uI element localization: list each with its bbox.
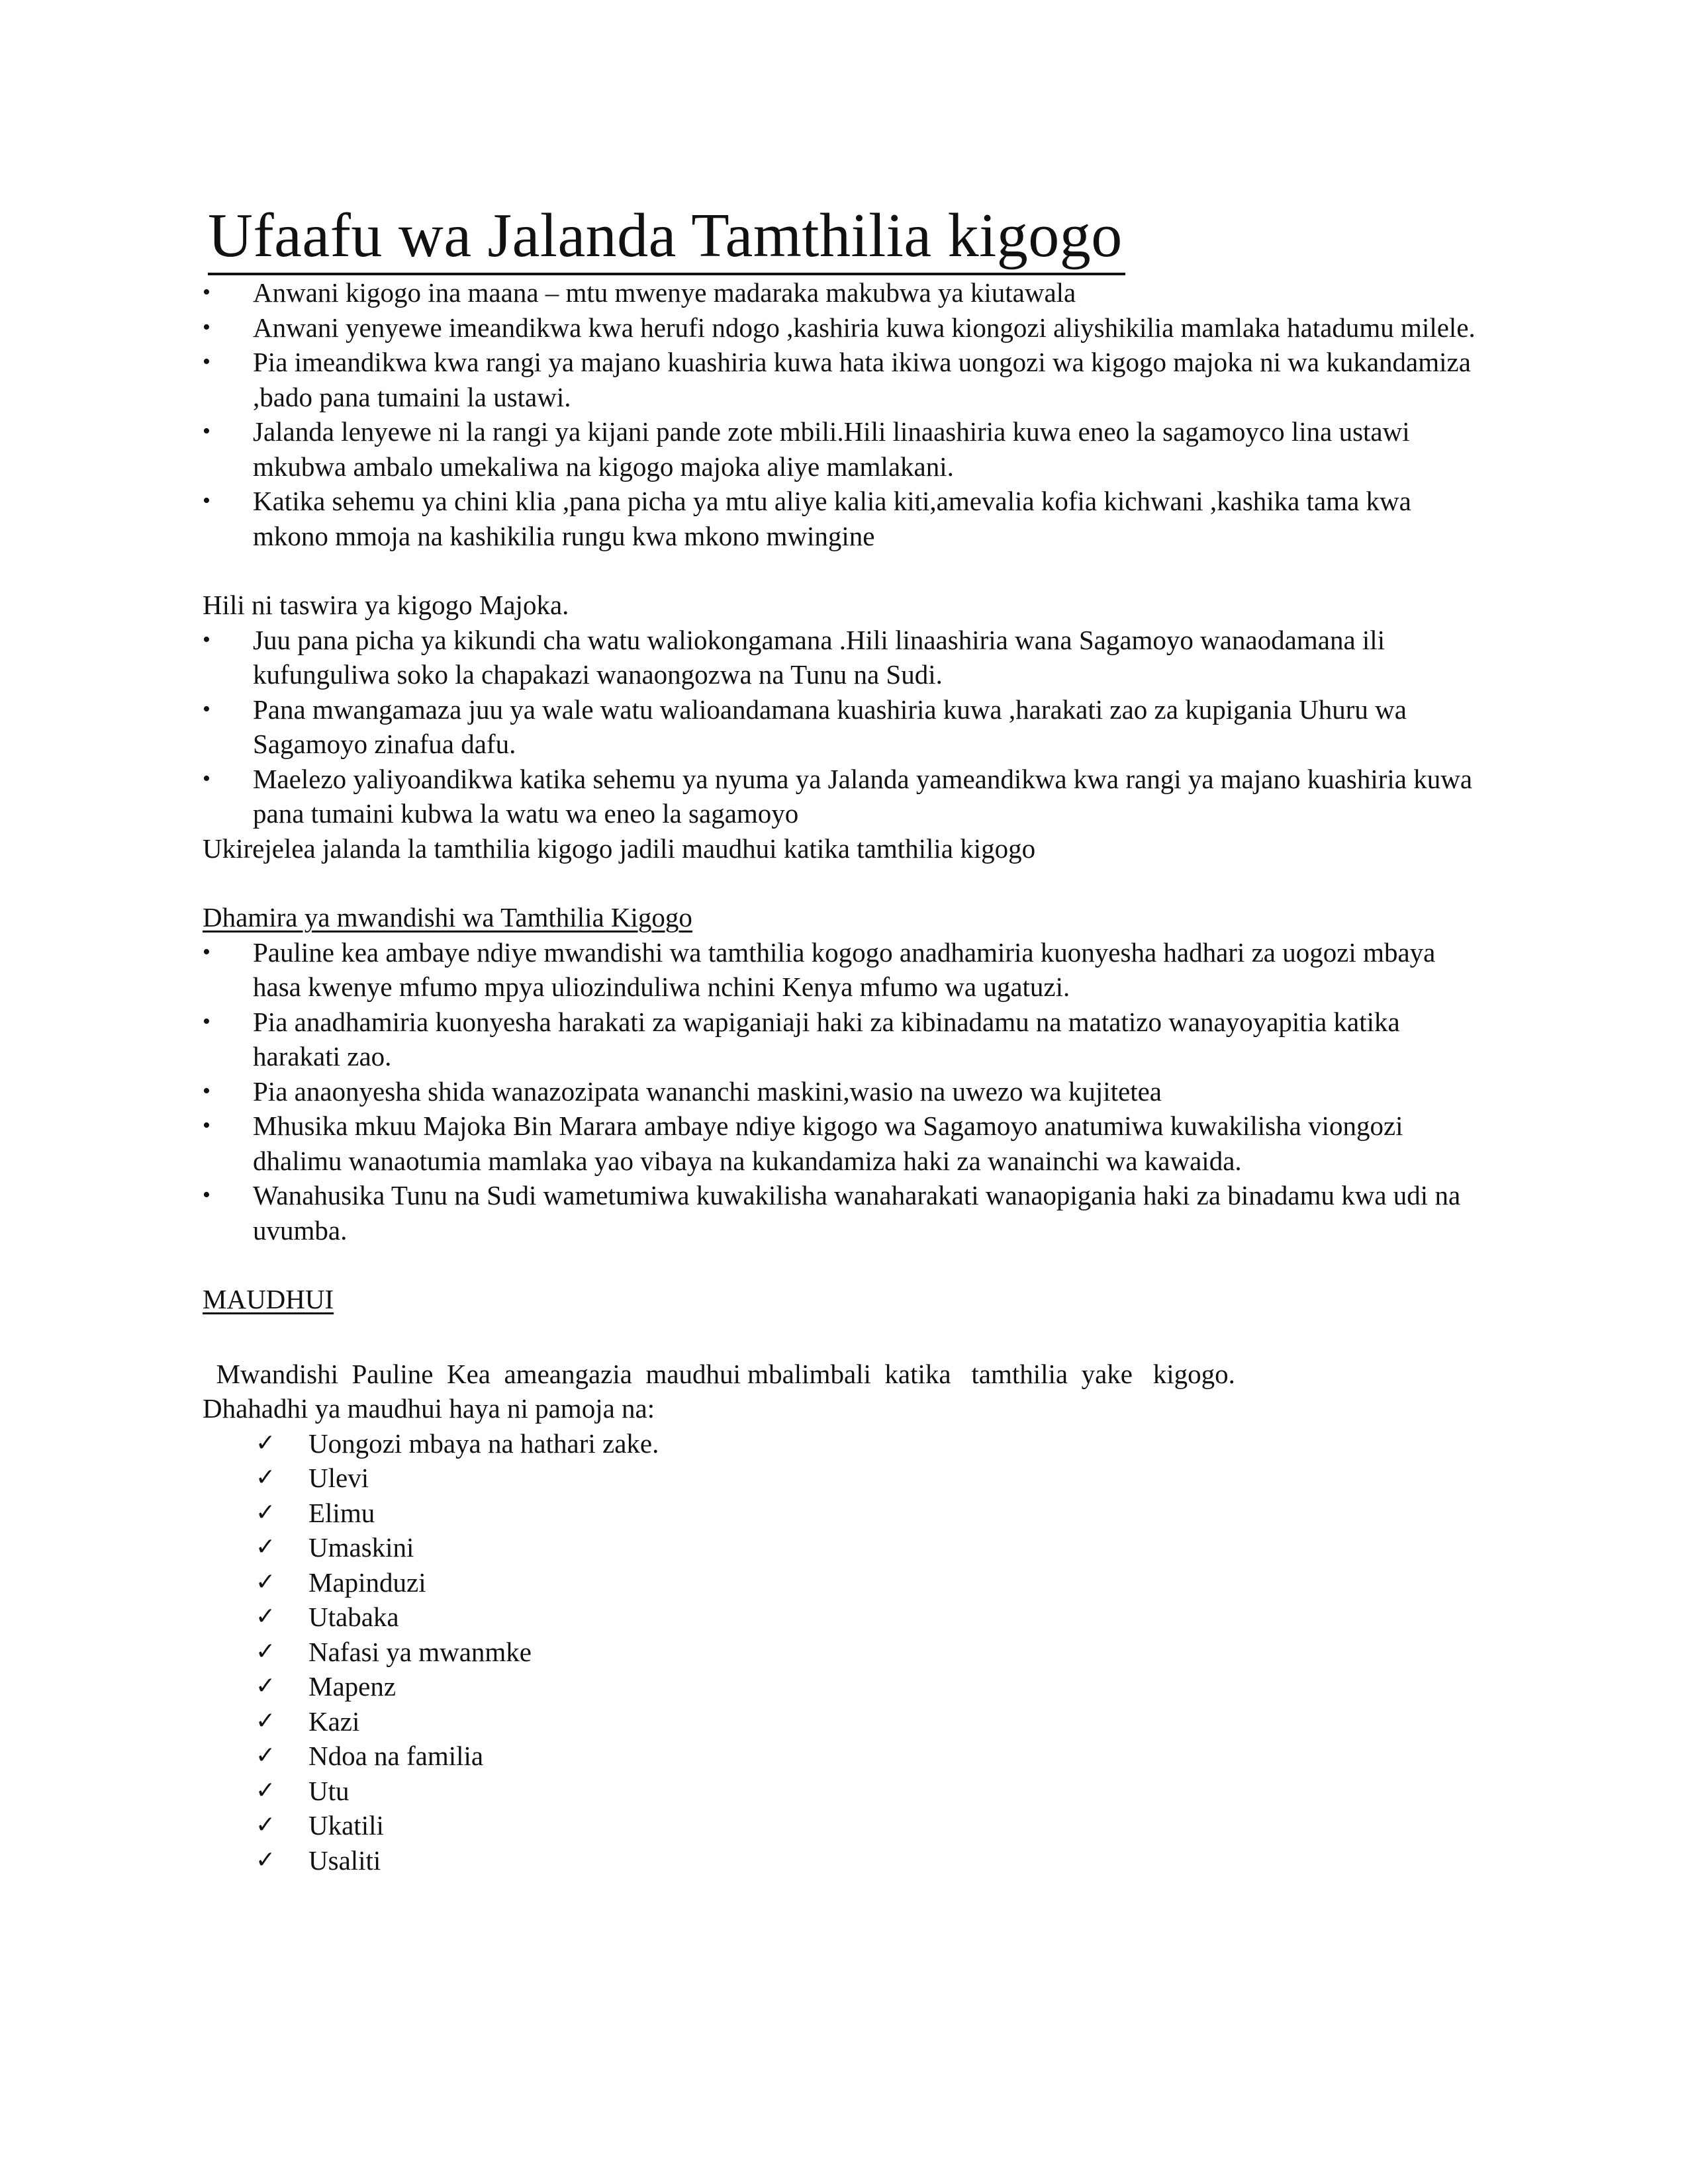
dhamira-list (203, 935, 1487, 1248)
document-page (203, 199, 1487, 1878)
check-item: ✓ Ukatili (256, 1808, 1487, 1843)
list-item: • Anwani yenyewe imeandikwa kwa herufi ndogo ,kashiria kuwa kiongozi aliyshikilia mamlaka hatadumu milele. (203, 310, 1487, 345)
check-item: ✓ Ulevi (256, 1461, 1487, 1496)
maudhui-intro-2: Dhahadhi ya maudhui haya ni pamoja na: (203, 1393, 655, 1424)
check-item: ✓ Uongozi mbaya na hathari zake. (256, 1426, 1487, 1461)
section-heading-dhamira: Dhamira ya mwandishi wa Tamthilia Kigogo (203, 902, 692, 933)
section-heading-maudhui: MAUDHUI (203, 1284, 334, 1314)
check-item: ✓ Kazi (256, 1704, 1487, 1739)
list-item: • Juu pana picha ya kikundi cha watu waliokongamana .Hili linaashiria wana Sagamoyo wanaodamana ili kufunguliwa soko la chapakazi wanaongozwa na Tunu na Sudi. (203, 623, 1487, 692)
list-item: • Jalanda lenyewe ni la rangi ya kijani pande zote mbili.Hili linaashiria kuwa eneo la sagamoyco lina ustawi mkubwa ambalo umekaliwa na kigogo majoka aliye mamlakani. (203, 414, 1487, 484)
list-item: • Wanahusika Tunu na Sudi wametumiwa kuwakilisha wanaharakati wanaopigania haki za binadamu kwa udi na uvumba. (203, 1178, 1487, 1248)
list-item: • Maelezo yaliyoandikwa katika sehemu ya nyuma ya Jalanda yameandikwa kwa rangi ya majano kuashiria kuwa pana tumaini kubwa la watu wa eneo la sagamoyo (203, 762, 1487, 831)
list-item: • Pana mwangamaza juu ya wale watu walioandamana kuashiria kuwa ,harakati zao za kupigania Uhuru wa Sagamoyo zinafua dafu. (203, 692, 1487, 762)
list-item: • Anwani kigogo ina maana – mtu mwenye madaraka makubwa ya kiutawala (203, 275, 1487, 310)
check-item: ✓ Mapinduzi (256, 1565, 1487, 1600)
check-item: ✓ Nafasi ya mwanmke (256, 1635, 1487, 1670)
check-item: ✓ Ndoa na familia (256, 1739, 1487, 1774)
check-item: ✓ Utu (256, 1774, 1487, 1809)
list-item: • Pia anadhamiria kuonyesha harakati za wapiganiaji haki za kibinadamu na matatizo wanayoyapitia katika harakati zao. (203, 1005, 1487, 1074)
maudhui-checklist (203, 1426, 1487, 1878)
check-item: ✓ Utabaka (256, 1600, 1487, 1635)
list-item: • Pia imeandikwa kwa rangi ya majano kuashiria kuwa hata ikiwa uongozi wa kigogo majoka ni wa kukandamiza ,bado pana tumaini la ustawi. (203, 345, 1487, 414)
cover-analysis-list-2 (203, 623, 1487, 831)
check-item: ✓ Usaliti (256, 1843, 1487, 1878)
check-item: ✓ Mapenz (256, 1669, 1487, 1704)
list-item: • Pia anaonyesha shida wanazozipata wananchi maskini,wasio na uwezo wa kujitetea (203, 1074, 1487, 1109)
check-item: ✓ Umaskini (256, 1530, 1487, 1565)
maudhui-intro: Mwandishi Pauline Kea ameangazia maudhui mbalimbali katika tamthilia yake kigogo. (203, 1358, 1235, 1389)
paragraph: Hili ni taswira ya kigogo Majoka. (203, 590, 569, 620)
list-item: • Katika sehemu ya chini klia ,pana picha ya mtu aliye kalia kiti,amevalia kofia kichwani ,kashika tama kwa mkono mmoja na kashikilia rungu kwa mkono mwingine (203, 484, 1487, 553)
list-item: • Pauline kea ambaye ndiye mwandishi wa tamthilia kogogo anadhamiria kuonyesha hadhari za uogozi mbaya hasa kwenye mfumo mpya uliozinduliwa nchini Kenya mfumo wa ugatuzi. (203, 935, 1487, 1005)
question-paragraph: Ukirejelea jalanda la tamthilia kigogo jadili maudhui katika tamthilia kigogo (203, 833, 1036, 864)
page-title: Ufaafu wa Jalanda Tamthilia kigogo (208, 199, 1125, 275)
document-body (203, 275, 1487, 1878)
list-item: • Mhusika mkuu Majoka Bin Marara ambaye ndiye kigogo wa Sagamoyo anatumiwa kuwakilisha viongozi dhalimu wanaotumia mamlaka yao vibaya na kukandamiza haki za wanainchi wa kawaida. (203, 1109, 1487, 1178)
check-item: ✓ Elimu (256, 1496, 1487, 1531)
cover-analysis-list (203, 275, 1487, 553)
